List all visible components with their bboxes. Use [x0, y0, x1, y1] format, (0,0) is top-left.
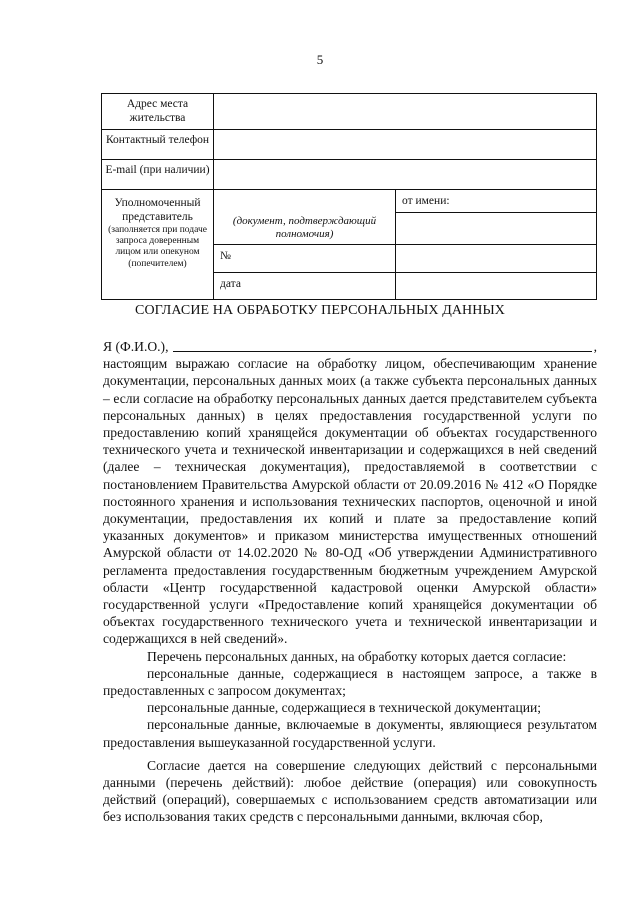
fio-line [103, 338, 597, 355]
consent-paragraph-3: персональные данные, содержащиеся в настоящем запросе, а также в предоставленных с запросом документах; [103, 665, 597, 699]
document-note-cell [214, 213, 396, 245]
email-row [102, 159, 597, 189]
phone-row [102, 129, 597, 159]
address-label: Адрес места жительства [126, 98, 189, 125]
consent-paragraph-5: персональные данные, включаемые в документы, являющиеся результатом предоставления вышеуказанной государственной услуги. [103, 717, 597, 750]
email-label-cell [102, 159, 214, 189]
representative-name-field[interactable] [214, 189, 396, 212]
consent-body [103, 338, 597, 826]
on-behalf-value-field[interactable] [396, 213, 597, 245]
consent-paragraph-6: Согласие дается на совершение следующих действий с персональными данными (перечень действий): любое действие (операция) или совокупность действий (операций), совершаемых с использованием средств автоматизации или без использования таких средств с персональными данными, включая сбор, [103, 757, 597, 825]
date-field[interactable] [214, 273, 395, 299]
on-behalf-extra-field-1[interactable] [396, 245, 596, 273]
applicant-form-table [101, 93, 597, 300]
consent-title: СОГЛАСИЕ НА ОБРАБОТКУ ПЕРСОНАЛЬНЫХ ДАННЫХ [135, 303, 505, 318]
document-note: (документ, подтверждающий полномочия) [232, 214, 377, 241]
number-date-cell [214, 245, 396, 300]
phone-label-cell [102, 129, 214, 159]
fio-input-line[interactable] [173, 339, 592, 352]
page-number: 5 [316, 52, 324, 67]
date-label: дата [220, 278, 241, 291]
email-value-field[interactable] [214, 159, 597, 189]
on-behalf-label: от имени: [402, 194, 450, 207]
address-label-cell [102, 94, 214, 130]
address-value-field[interactable] [214, 94, 597, 130]
on-behalf-extra-cell [396, 245, 597, 300]
representative-note: (заполняется при подаче запроса доверенным лицом или опекуном (попечителем) [108, 224, 207, 269]
consent-paragraph-1: настоящим выражаю согласие на обработку лицом, обеспечивающим хранение документации, персональных данных моих (а также субъекта персональных данных – если согласие на обработку персональных данных дается представителем субъекта персональных данных) в целях предоставления государственной услуги по предоставлению копий хранящейся документации об объектах государственного технического учета и технической инвентаризации и содержащихся в ней сведений (далее – техническая документация), предоставляемой в соответствии с постановлением Правительства Амурской области от 20.09.2016 № 412 «О Порядке постоянного хранения и использования технических паспортов, оценочной и иной документации, предоставления их копий и плате за предоставление копий указанных документов» и приказом министерства имущественных отношений Амурской области от 14.02.2020 № 80-ОД «Об утверждении Административного регламента предоставления государственным бюджетным учреждением Амурской области «Центр государственной кадастровой оценки Амурской области» государственной услуги «Предоставление копий хранящейся документации об объектах государственного технического учета и технической инвентаризации и содержащихся в ней сведений». [103, 356, 597, 647]
phone-label: Контактный телефон [105, 133, 210, 146]
number-label: № [220, 250, 231, 263]
consent-paragraph-4: персональные данные, содержащиеся в технической документации; [147, 700, 542, 716]
on-behalf-cell[interactable] [396, 189, 597, 212]
on-behalf-extra-field-2[interactable] [396, 273, 596, 299]
representative-label-cell [102, 189, 214, 299]
phone-value-field[interactable] [214, 129, 597, 159]
number-field[interactable] [214, 245, 395, 273]
fio-label: Я (Ф.И.О.), [103, 339, 169, 354]
representative-label: Уполномоченный представитель [114, 196, 201, 224]
address-row [102, 94, 597, 130]
fio-line-end: , [593, 339, 597, 354]
email-label: E-mail (при наличии) [105, 163, 210, 176]
consent-paragraph-2: Перечень персональных данных, на обработку которых дается согласие: [147, 648, 567, 664]
representative-row-1 [102, 189, 597, 212]
